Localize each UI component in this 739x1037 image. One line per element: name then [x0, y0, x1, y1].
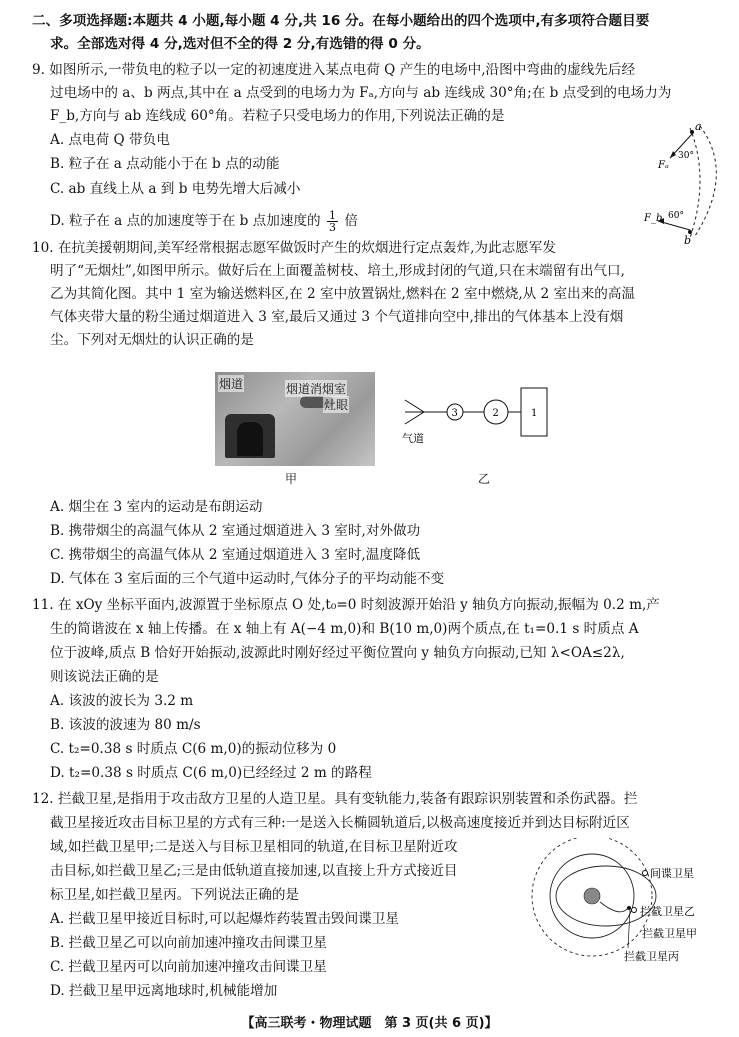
q10-stem-line1: 10. 在抗美援朝期间,美军经常根据志愿军做饭时产生的炊烟进行定点轰炸,为此志愿军发 [32, 240, 556, 256]
q11-option-d: D. t₂=0.38 s 时质点 C(6 m,0)已经经过 2 m 的路程 [50, 765, 372, 781]
q10-option-b: B. 携带烟尘的高温气体从 2 室通过烟道进入 3 室时,对外做功 [50, 523, 421, 539]
label-spy-satellite: 间谍卫星 [650, 867, 694, 880]
chamber-1-label: 1 [531, 408, 538, 419]
figure-yi-caption: 乙 [478, 472, 491, 486]
label-smoke-chamber: 烟道消烟室 [286, 382, 347, 396]
point-a-label: a [695, 120, 702, 133]
page-footer: 【高三联考・物理试题 第 3 页(共 6 页)】 [241, 1016, 498, 1031]
q10-stem-line2: 明了“无烟灶”,如图甲所示。做好后在上面覆盖树枝、培土,形成封闭的气道,只在末端留有出气口, [50, 263, 625, 279]
fraction-numerator: 1 [328, 209, 336, 222]
earth [584, 888, 600, 904]
q11-stem-line4: 则该说法正确的是 [50, 669, 159, 685]
q12-stem-line3: 域,如拦截卫星甲;二是送入与目标卫星相同的轨道,在目标卫星附近攻 [50, 839, 458, 855]
force-b-label: F_b [644, 213, 663, 224]
duct-line-1 [405, 400, 424, 412]
q9-stem-line3: F_b,方向与 ab 连线成 60°角。若粒子只受电场力的作用,下列说法正确的是 [50, 108, 505, 124]
ab-line [690, 128, 700, 238]
q9-stem-line1: 9. 如图所示,一带负电的粒子以一定的初速度进入某点电荷 Q 产生的电场中,沿图中弯曲的虚线先后经 [32, 62, 636, 78]
q10-stem-line5: 尘。下列对无烟灶的认识正确的是 [50, 332, 254, 348]
q11-option-c: C. t₂=0.38 s 时质点 C(6 m,0)的振动位移为 0 [50, 741, 337, 757]
label-stove-eye: 灶眼 [324, 398, 349, 412]
label-interceptor-yi: 拦截卫星乙 [640, 905, 695, 918]
label-smoke-duct: 烟道 [219, 377, 244, 391]
q10-option-c: C. 携带烟尘的高温气体从 2 室通过烟道进入 3 室时,温度降低 [50, 547, 421, 563]
figure-jia-caption: 甲 [285, 472, 298, 486]
q10-option-d: D. 气体在 3 室后面的三个气道中运动时,气体分子的平均动能不变 [50, 571, 445, 587]
angle-60-label: 60° [668, 211, 684, 221]
q9-option-d [50, 210, 358, 233]
interceptor-jia-dot [627, 906, 631, 910]
q12-stem-line4: 击目标,如拦截卫星乙;三是由低轨道直接加速,以直接上升方式接近目 [50, 863, 458, 879]
q9-option-b: B. 粒子在 a 点动能小于在 b 点的动能 [50, 156, 280, 172]
point-b-label: b [684, 234, 692, 246]
stove-schematic [400, 382, 550, 462]
orbit-diagram [530, 838, 715, 968]
q9-option-c: C. ab 直线上从 a 到 b 电势先增大后减小 [50, 181, 301, 197]
section-heading-line2: 求。全部选对得 4 分,选对但不全的得 2 分,有选错的得 0 分。 [50, 36, 430, 52]
q12-stem-line5: 标卫星,如拦截卫星丙。下列说法正确的是 [50, 887, 300, 903]
trajectory-dashed-curve [695, 126, 716, 236]
q9-option-d-suffix: 倍 [344, 213, 358, 229]
fraction-one-third [327, 210, 338, 233]
section-heading-line1: 二、多项选择题:本题共 4 小题,每小题 4 分,共 16 分。在每小题给出的四个选项中,有多项符合题目要 [32, 13, 650, 29]
chamber-3-label: 3 [451, 408, 458, 419]
q9-option-d-text: D. 粒子在 a 点的加速度等于在 b 点加速度的 [50, 213, 321, 229]
point-a [690, 130, 694, 134]
duct-label: 气道 [402, 432, 424, 445]
q9-option-a: A. 点电荷 Q 带负电 [50, 132, 170, 148]
force-a-label: Fₐ [658, 160, 669, 171]
q12-option-c: C. 拦截卫星丙可以向前加速冲撞攻击间谍卫星 [50, 959, 327, 975]
stove-opening [237, 422, 263, 456]
q11-option-a: A. 该波的波长为 3.2 m [50, 693, 194, 709]
interceptor-yi-dot [632, 908, 637, 913]
fraction-denominator: 3 [328, 221, 336, 234]
q10-stem-line3: 乙为其简化图。其中 1 室为输送燃料区,在 2 室中放置锅灶,燃料在 2 室中燃烧,从 2 室出来的高温 [50, 286, 636, 302]
duct-line-3 [405, 412, 424, 424]
q12-stem-line1: 12. 拦截卫星,是指用于攻击敌方卫星的人造卫星。具有变轨能力,装备有跟踪识别装置和杀伤武器。拦 [32, 791, 638, 807]
q12-option-b: B. 拦截卫星乙可以向前加速冲撞攻击间谍卫星 [50, 935, 327, 951]
q12-option-d: D. 拦截卫星甲远离地球时,机械能增加 [50, 983, 278, 999]
q11-stem-line3: 位于波峰,质点 B 恰好开始振动,波源此时刚好经过平衡位置向 y 轴负方向振动,已知 λ<OA≤2λ, [50, 645, 625, 661]
q11-option-b: B. 该波的波速为 80 m/s [50, 717, 201, 733]
direct-ascent-path [600, 902, 628, 912]
q11-stem-line1: 11. 在 xOy 坐标平面内,波源置于坐标原点 O 处,t₀=0 时刻波源开始沿 y 轴负方向振动,振幅为 0.2 m,产 [32, 597, 660, 613]
q9-stem-line2: 过电场中的 a、b 两点,其中在 a 点受到的电场力为 Fₐ,方向与 ab 连线成 30°角;在 b 点受到的电场力为 [50, 85, 672, 101]
q10-option-a: A. 烟尘在 3 室内的运动是布朗运动 [50, 499, 263, 515]
q10-stem-line4: 气体夹带大量的粉尘通过烟道进入 3 室,最后又通过 3 个气道排向空中,排出的气体基本上没有烟 [50, 309, 624, 325]
spy-satellite-dot [643, 871, 648, 876]
label-interceptor-bing: 拦截卫星丙 [624, 950, 679, 963]
angle-30-label: 30° [678, 151, 694, 161]
q11-stem-line2: 生的简谐波在 x 轴上传播。在 x 轴上有 A(−4 m,0)和 B(10 m,0)两个质点,在 t₁=0.1 s 时质点 A [50, 621, 639, 637]
chamber-2-label: 2 [492, 408, 499, 419]
q9-field-diagram [640, 118, 735, 246]
q12-stem-line2: 截卫星接近攻击目标卫星的方式有三种:一是送入长椭圆轨道后,以极高速度接近并到达目标附近区 [50, 815, 630, 831]
q12-option-a: A. 拦截卫星甲接近目标时,可以起爆炸药装置击毁间谍卫星 [50, 911, 400, 927]
smokeless-stove-photo [215, 372, 375, 466]
label-interceptor-jia: 拦截卫星甲 [642, 927, 697, 940]
